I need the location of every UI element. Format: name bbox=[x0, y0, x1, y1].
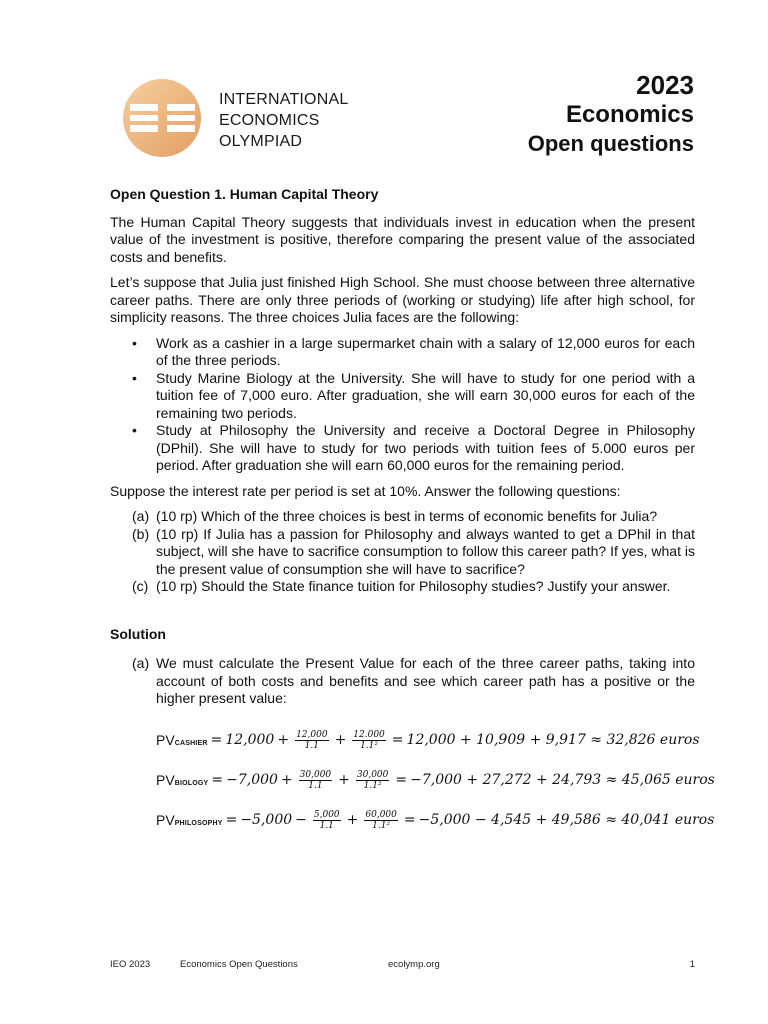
footer-left: IEO 2023 bbox=[110, 959, 151, 970]
document-title bbox=[528, 70, 694, 158]
equation-result: −7,000 + 27,272 + 24,793 ≈ 45,065 euros bbox=[410, 771, 715, 788]
fraction: $\frac{12.000}{\text{1.1²}}$ bbox=[353, 730, 385, 751]
subquestion-text: (10 rp) If Julia has a passion for Philosophy and always wanted to get a DPhil in that subject, will she have to sacrifice consumption to follow this career path? If yes, what is the present value of consumption she will have to sacrifice? bbox=[156, 525, 695, 577]
pv-symbol: PV bbox=[156, 811, 175, 828]
fraction: $\frac{5,000}{1.1}$ bbox=[313, 810, 340, 831]
title-subject: Economics bbox=[565, 101, 694, 128]
solution-a bbox=[110, 655, 695, 708]
question-paragraph-1: The Human Capital Theory suggests that individuals invest in education when the present value of the investment is positive, therefore comparing the present value of the associated costs and benefits. bbox=[110, 213, 695, 265]
list-item bbox=[110, 370, 695, 423]
bullet-icon: • bbox=[132, 334, 137, 351]
subquestion-label: (c) bbox=[132, 578, 149, 594]
term-0: −5,000 bbox=[240, 811, 293, 828]
fraction: $\frac{60,000}{\text{1.1²}}$ bbox=[365, 810, 397, 831]
term-0: −7,000 bbox=[226, 771, 278, 788]
list-item bbox=[110, 422, 695, 475]
solution-label: (a) bbox=[132, 655, 150, 671]
org-line-1: INTERNATIONAL bbox=[219, 91, 349, 108]
subquestion-text: (10 rp) Which of the three choices is best in terms of economic benefits for Julia? bbox=[156, 508, 658, 524]
pv-symbol: PV bbox=[156, 771, 175, 788]
fraction: $\frac{12,000}{1.1}$ bbox=[296, 730, 328, 751]
subquestions-list bbox=[110, 508, 695, 596]
fraction: $\frac{30,000}{1.1}$ bbox=[299, 770, 332, 791]
question-paragraph-3: Suppose the interest rate per period is set at 10%. Answer the following questions: bbox=[110, 482, 621, 499]
term-0: 12,000 bbox=[225, 731, 275, 748]
page-number: 1 bbox=[689, 959, 695, 970]
subquestion-label: (b) bbox=[132, 525, 150, 542]
equation-result: −5,000 − 4,545 + 49,586 ≈ 40,041 euros bbox=[418, 811, 715, 828]
solution-text: We must calculate the Present Value for each of the three career paths, taking into account of both costs and benefits and see which career path has a positive or the higher present value: bbox=[156, 655, 695, 706]
question-title: Open Question 1. Human Capital Theory bbox=[110, 186, 379, 202]
title-year: 2023 bbox=[636, 70, 694, 100]
pv-subscript: BIOLOGY bbox=[174, 779, 209, 787]
list-item-text: Study at Philosophy the University and receive a Doctoral Degree in Philosophy (DPhil). She will have to study for two periods with tuition fees of 5.000 euros per period. After graduation she will earn 60,000 euros for the remaining period. bbox=[156, 422, 695, 473]
main-content bbox=[110, 186, 715, 846]
footer-site-link[interactable]: ecolymp.org bbox=[388, 959, 440, 970]
pv-subscript: CASHIER bbox=[174, 739, 208, 747]
subquestion-label: (a) bbox=[132, 508, 150, 524]
subquestion-a bbox=[110, 508, 695, 526]
equation-biology: PV BIOLOGY = −7,000 + $\frac{30,000}{1.1}$ + $\frac{30,000}{\text{1.1²}}$ = −7,000 + 27,272 + 24,793 ≈ 45,065 euros bbox=[156, 770, 715, 791]
org-line-2: ECONOMICS bbox=[219, 112, 320, 129]
list-item-text: Work as a cashier in a large supermarket chain with a salary of 12,000 euros for each of the three periods. bbox=[156, 334, 695, 368]
equation-philosophy: PV PHILOSOPHY = −5,000 − $\frac{5,000}{1.1}$ + $\frac{60,000}{\text{1.1²}}$ = −5,000 − 4,545 + 49,586 ≈ 40,041 euros bbox=[156, 810, 715, 831]
list-item bbox=[110, 335, 695, 370]
ieo-logo-icon bbox=[120, 78, 205, 158]
pv-symbol: PV bbox=[156, 731, 175, 748]
org-line-3: OLYMPIAD bbox=[219, 133, 303, 150]
solution-title: Solution bbox=[110, 625, 166, 642]
equation-result: 12,000 + 10,909 + 9,917 ≈ 32,826 euros bbox=[406, 731, 700, 748]
subquestion-text: (10 rp) Should the State finance tuition for Philosophy studies? Justify your answer. bbox=[156, 578, 671, 594]
bullet-icon: • bbox=[132, 422, 137, 438]
footer-center: Economics Open Questions bbox=[180, 959, 298, 970]
equation-cashier: PV CASHIER = 12,000 + $\frac{12,000}{1.1}$ + $\frac{12.000}{\text{1.1²}}$ = 12,000 + 10,909 + 9,917 ≈ 32,826 euros bbox=[156, 730, 700, 751]
subquestion-b bbox=[110, 526, 695, 579]
pv-subscript: PHILOSOPHY bbox=[174, 819, 223, 827]
question-paragraph-2: Let’s suppose that Julia just finished High School. She must choose between three alternative career paths. There are only three periods of (working or studying) life after high school, for simplicity reasons. The three choices Julia faces are the following: bbox=[110, 274, 695, 325]
organization-name bbox=[219, 89, 348, 152]
title-doc-type: Open questions bbox=[527, 131, 694, 156]
fraction: $\frac{30,000}{\text{1.1²}}$ bbox=[356, 770, 389, 791]
subquestion-c bbox=[110, 578, 695, 596]
bullet-icon: • bbox=[132, 369, 137, 386]
list-item-text: Study Marine Biology at the University. She will have to study for one period with a tuition fee of 7,000 euro. After graduation, she will earn 30,000 euros for each of the remaining two periods. bbox=[156, 369, 695, 421]
solution-list bbox=[110, 655, 695, 708]
career-options-list bbox=[110, 335, 695, 475]
